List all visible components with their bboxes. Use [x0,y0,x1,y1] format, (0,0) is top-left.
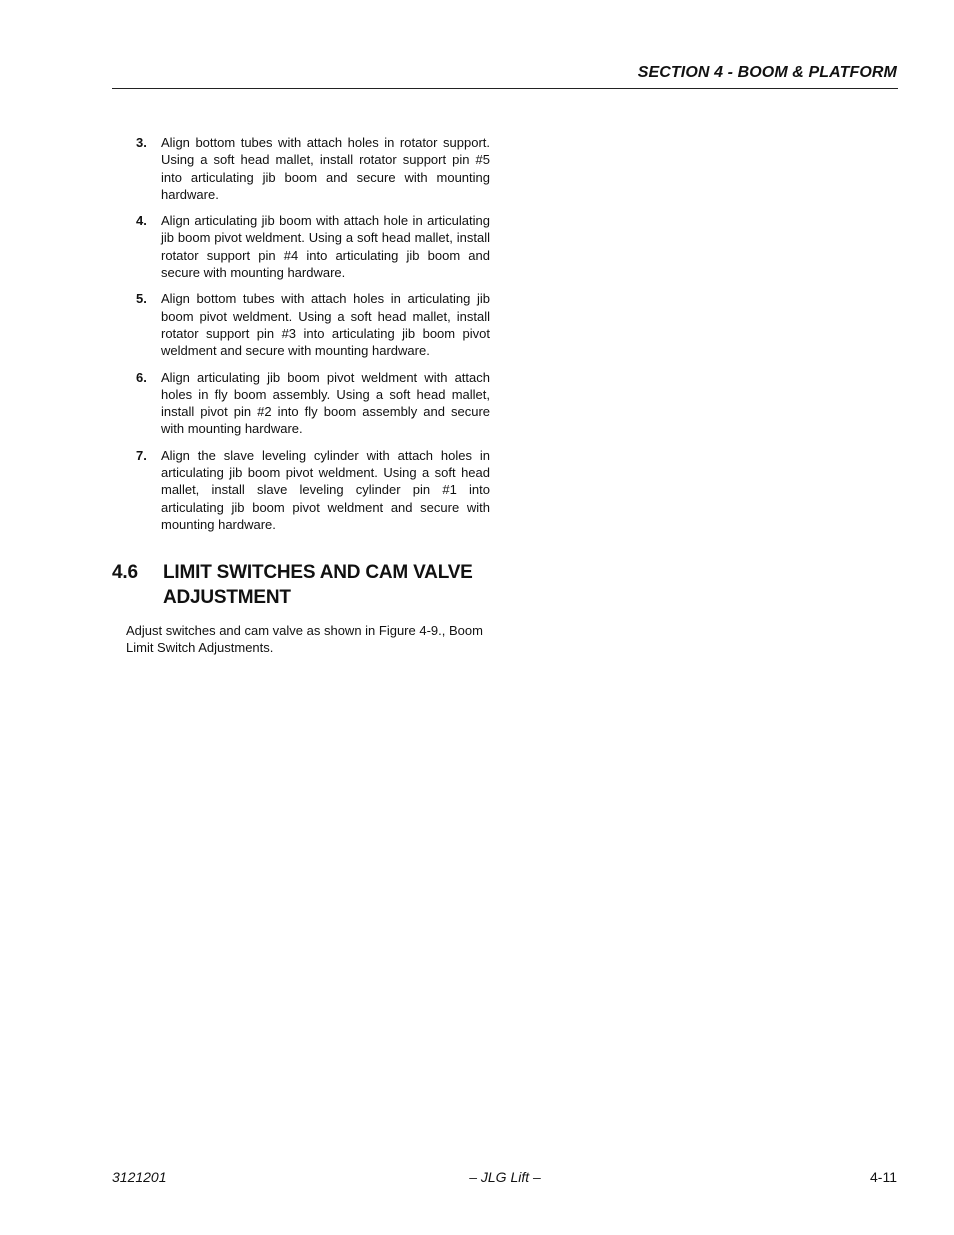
section-heading [112,560,492,610]
procedure-step [112,447,490,533]
procedure-steps-list [112,134,490,542]
procedure-step [112,134,490,203]
procedure-step [112,369,490,438]
procedure-step [112,290,490,359]
step-number: 4. [136,213,147,229]
step-number: 6. [136,369,147,385]
section-title: LIMIT SWITCHES AND CAM VALVE ADJUSTMENT [163,562,473,608]
procedure-step [112,212,490,281]
step-text: Align articulating jib boom pivot weldment with attach holes in fly boom assembly. Using a soft head mallet, install pivot pin #2 into fly boom assembly and secure with mounting hardware. [161,369,490,437]
step-number: 7. [136,447,147,463]
step-text: Align the slave leveling cylinder with attach holes in articulating jib boom pivot weldment. Using a soft head mallet, install slave leveling cylinder pin #1 into articulating jib boom pivot weldment and secure with mounting hardware. [161,447,490,532]
section-body-paragraph: Adjust switches and cam valve as shown in Figure 4-9., Boom Limit Switch Adjustments. [126,623,483,656]
footer-doc-number: 3121201 [112,1169,167,1185]
header-divider [112,88,898,89]
step-text: Align articulating jib boom with attach hole in articulating jib boom pivot weldment. Using a soft head mallet, install rotator support pin #4 into articulating jib boom and secure with mounting hardware. [161,213,490,281]
footer-publisher: – JLG Lift – [469,1169,541,1185]
footer-page-number: 4-11 [870,1169,897,1185]
step-text: Align bottom tubes with attach holes in articulating jib boom pivot weldment. Using a soft head mallet, install rotator support pin #3 into articulating jib boom pivot weldment and secure with mounting hardware. [161,291,490,359]
step-number: 5. [136,291,147,307]
step-number: 3. [136,135,147,150]
section-header-title: SECTION 4 - BOOM & PLATFORM [637,64,897,81]
step-text: Align bottom tubes with attach holes in rotator support. Using a soft head mallet, install rotator support pin #5 into articulating jib boom and secure with mounting hardware. [161,135,490,202]
section-number: 4.6 [112,562,138,583]
